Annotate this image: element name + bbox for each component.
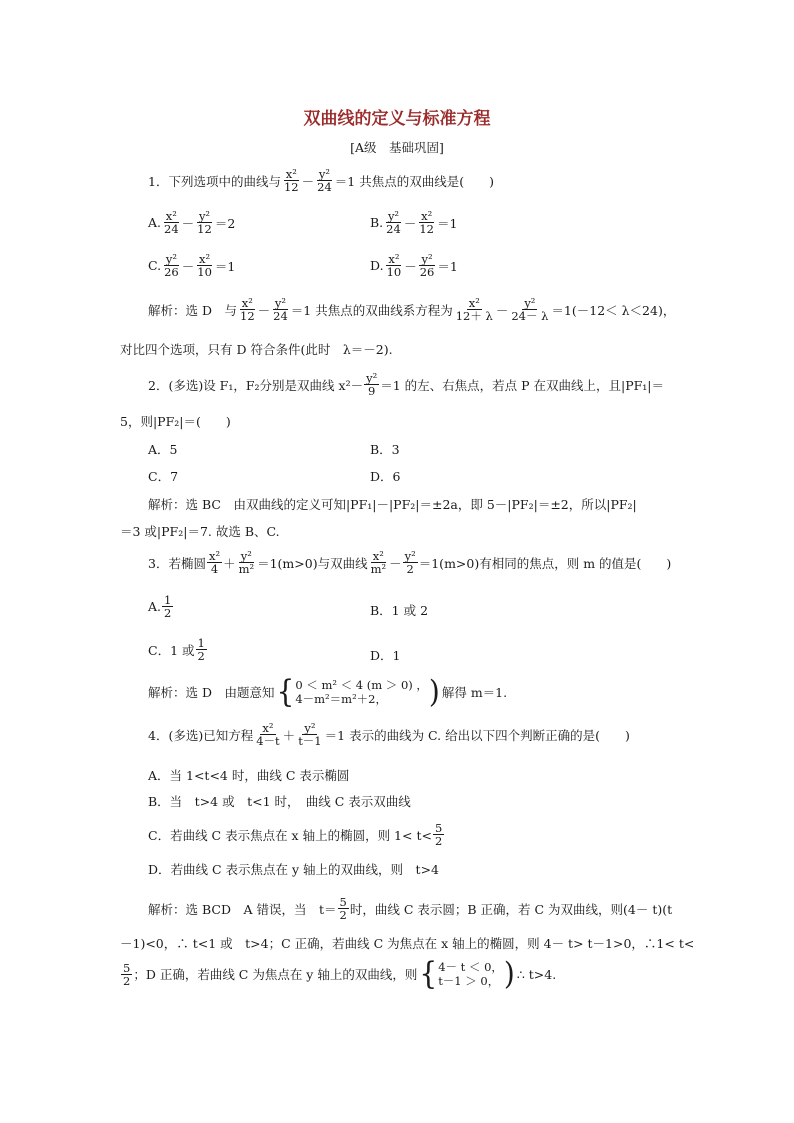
question-2-option-b: B．3 [370,442,400,457]
question-4-option-b: B．当 t>4 或 t<1 时， 曲线 C 表示双曲线 [148,794,411,809]
question-2-solution: 解析：选 BC 由双曲线的定义可知|PF₁|－|PF₂|＝±2a，即 5－|PF₂|＝±2，所以|PF₂| [148,497,637,512]
question-4-option-c: C．若曲线 C 表示焦点在 x 轴上的椭圆，则 1< t< $\frac{5}{2}$ [148,821,443,849]
question-1-option-d: D. $\frac{\text{x²}}{10}$ － $\frac{\text{y²}}{26}$ ＝1 [370,252,458,280]
section-subtitle: [A级 基础巩固] [350,140,444,155]
question-1-solution-line2: 对比四个选项，只有 D 符合条件(此时 λ＝－2). [120,342,393,357]
question-4-stem: 4．(多选)已知方程 $\frac{\text{x²}}{4-t}$ ＋ $\frac{\text{y²}}{t-1}$ ＝1 表示的曲线为 C. 给出以下四个判断正确的是( ) [148,721,630,749]
question-2-option-a: A．5 [148,442,178,457]
question-3-option-c: C．1 或 $\frac{1}{2}$ [148,636,205,664]
question-2-stem: 2．(多选)设 F₁，F₂分别是双曲线 x²－ $\frac{\text{y²}}{9}$ ＝1 的左、右焦点，若点 P 在双曲线上，且|PF₁|＝ [148,371,665,399]
question-3-option-b: B．1 或 2 [370,603,429,618]
page-title: 双曲线的定义与标准方程 [303,109,491,129]
question-3-stem: 3．若椭圆 $\frac{\text{x²}}{4}$ ＋ $\frac{\text{y²}}{\text{m²}}$ ＝1(m>0)与双曲线 $\frac{\text{x²}}{\text{m²}}$ － $\frac{\text{y²}}{2}$ ＝1(m>0)有相同的焦点，则 m 的值是( ) [148,549,672,577]
question-4-solution-line2: －1)<0，∴ t<1 或 t>4；C 正确，若曲线 C 为焦点在 x 轴上的椭圆，则 4－ t> t－1>0，∴1< t< [120,936,695,951]
fraction: $\frac{\text{y²}}{24}$ [317,167,332,195]
question-3-option-d: D．1 [370,648,401,663]
question-1-option-c: C. $\frac{\text{y²}}{26}$ － $\frac{\text{x²}}{10}$ ＝1 [148,252,236,280]
question-3-solution: 解析：选 D 由题意知 { 0 ＜ m² ＜ 4 (m ＞ 0) ， 4－m²＝m²＋2， ) 解得 m＝1. [148,673,508,710]
question-1-option-a: A. $\frac{\text{x²}}{24}$ － $\frac{\text{y²}}{12}$ ＝2 [148,209,236,237]
question-4-solution-line3: $\frac{5}{2}$ ；D 正确，若曲线 C 为焦点在 y 轴上的双曲线，则 { 4－ t ＜ 0， t－1 ＞ 0， ) ∴ t>4. [123,955,557,992]
equation-system: { 4－ t ＜ 0， t－1 ＞ 0， ) [419,955,515,992]
question-3-option-a: A. $\frac{1}{2}$ [148,593,172,621]
question-1-solution: 解析：选 D 与 $\frac{\text{x²}}{12}$ － $\frac{\text{y²}}{24}$ ＝1 共焦点的双曲线系方程为 $\frac{\text{x²}}{12+ \lambda}$ － $\frac{\text{y²}}{24- \lambda}$ ＝1(－12＜ λ＜24)， [148,296,676,324]
question-1-option-b: B. $\frac{\text{y²}}{24}$ － $\frac{\text{x²}}{12}$ ＝1 [370,209,458,237]
question-2-solution-line2: ＝3 或|PF₂|＝7. 故选 B、C. [120,524,280,539]
question-2-option-d: D．6 [370,469,401,484]
fraction: $\frac{\text{x²}}{12}$ [283,167,299,195]
equation-system: { 0 ＜ m² ＜ 4 (m ＞ 0) ， 4－m²＝m²＋2， ) [276,673,440,710]
question-4-option-a: A．当 1<t<4 时，曲线 C 表示椭圆 [148,768,350,783]
question-4-solution: 解析：选 BCD A 错误，当 t＝ $\frac{5}{2}$ 时，曲线 C 表示圆；B 正确，若 C 为双曲线，则(4－ t)(t [148,895,673,923]
question-1-stem: 1．下列选项中的曲线与 $\frac{\text{x²}}{12}$ － $\frac{\text{y²}}{24}$ ＝1 共焦点的双曲线是( ) [148,167,494,195]
question-2-option-c: C．7 [148,469,179,484]
question-2-stem-line2: 5，则|PF₂|＝( ) [120,414,231,429]
question-4-option-d: D．若曲线 C 表示焦点在 y 轴上的双曲线，则 t>4 [148,862,439,877]
